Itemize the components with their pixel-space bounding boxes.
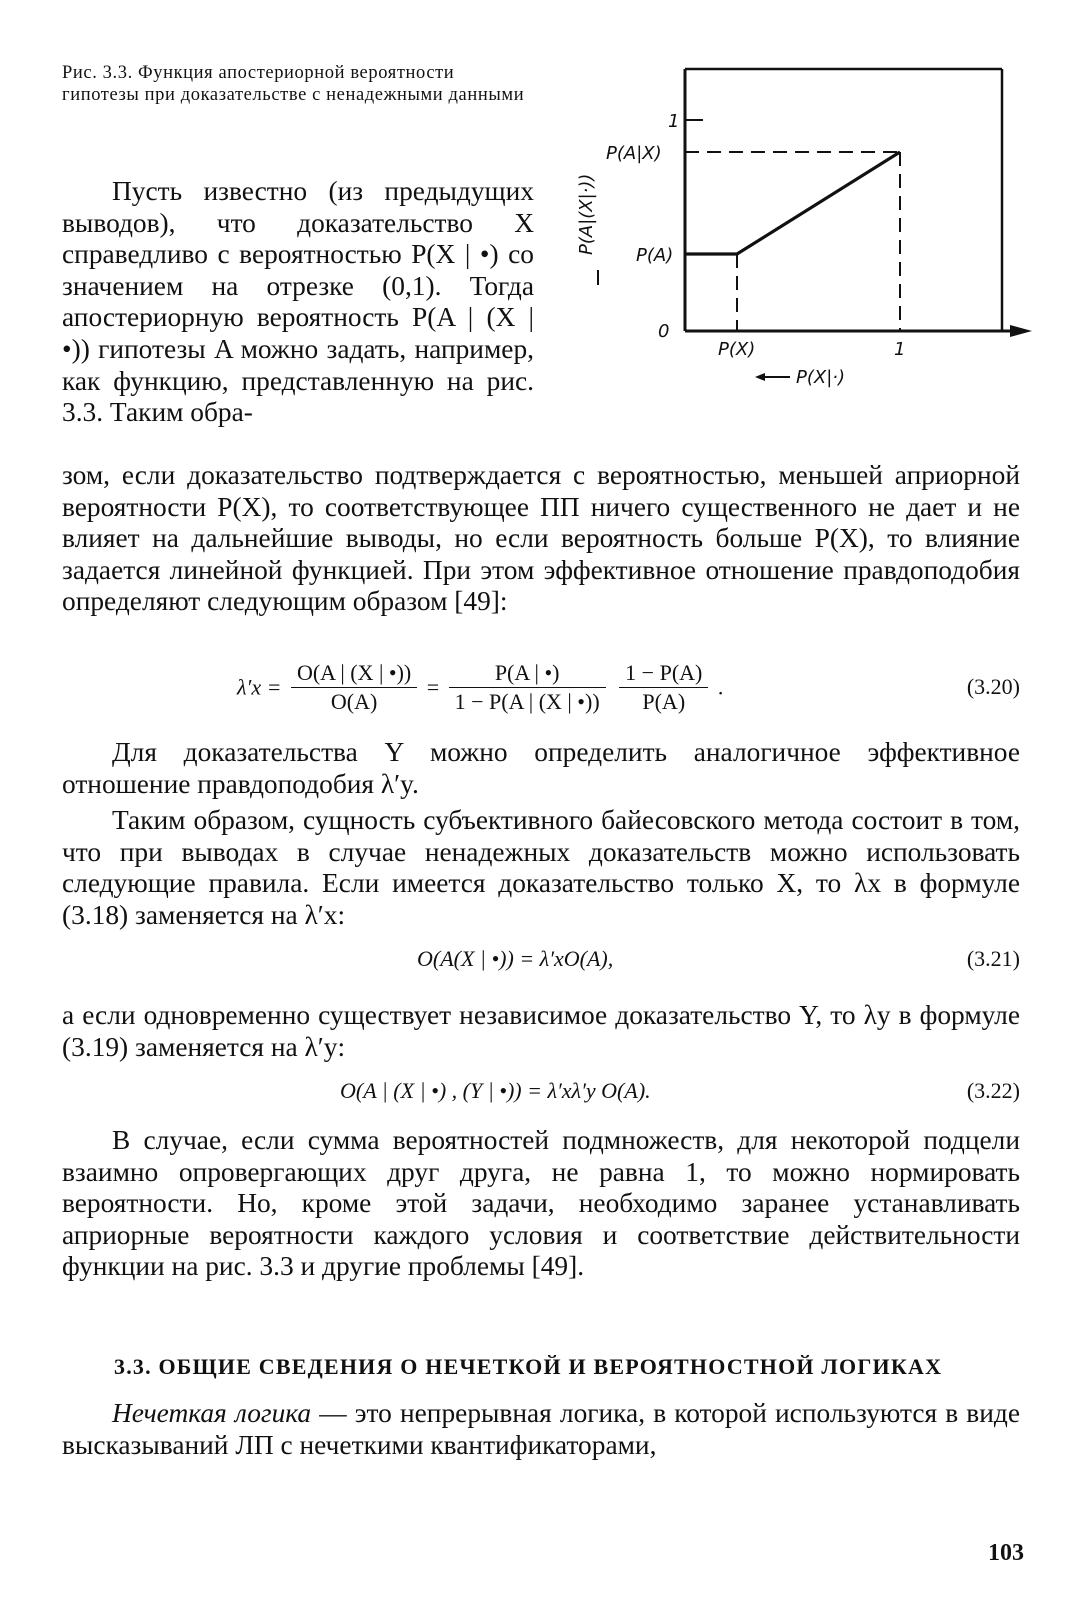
equation-3-22 xyxy=(62,1078,1020,1108)
figure-3-3 xyxy=(576,55,1050,405)
equation-3-21 xyxy=(62,946,1020,976)
eq20-number: (3.20) xyxy=(966,674,1020,699)
section-title: 3.3. ОБЩИЕ СВЕДЕНИЯ О НЕЧЕТКОЙ И ВЕРОЯТНОСТНОЙ ЛОГИКАХ xyxy=(114,1354,943,1379)
eq20-f3-denominator: P(A) xyxy=(642,689,686,714)
eq20-lhs: λ′x = xyxy=(237,674,282,700)
figure-caption: Рис. 3.3. Функция апостериорной вероятности гипотезы при доказательстве с ненадежными данными xyxy=(62,63,525,105)
y-label-pa: P(A) xyxy=(636,245,674,266)
paragraph-6-body: — это непрерывная логика, в которой используются в виде высказываний ЛП с нечеткими квантификаторами, xyxy=(62,1398,1020,1460)
paragraph-1-continued: зом, если доказательство подтверждается с вероятностью, меньшей априорной вероятности P(X), то соответствующее ПП ничего существенного не дает и не влияет на дальнейшие выводы, но если вероятность больше P(X), то влияние задается линейной функцией. При этом эффективное отношение правдоподобия определяют следующим образом [49]: xyxy=(62,460,1020,617)
x-axis-arrow-head xyxy=(755,373,765,381)
y-tick-one-label: 1 xyxy=(668,111,680,132)
equation-3-20 xyxy=(62,660,1020,720)
paragraph-2: Для доказательства Y можно определить аналогичное эффективное отношение правдоподобия λ′y. xyxy=(62,737,1020,799)
eq20-f1-numerator: O(A | (X | •)) xyxy=(291,660,417,688)
paragraph-4: а если одновременно существует независимое доказательство Y, то λy в формуле (3.19) заменяется на λ′y: xyxy=(62,1000,1020,1062)
eq21-number: (3.21) xyxy=(966,946,1020,971)
eq22-number: (3.22) xyxy=(966,1078,1020,1103)
x-tick-one-label: 1 xyxy=(894,339,906,360)
paragraph-3: Таким образом, сущность субъективного байесовского метода состоит в том, что при выводах в случае ненадежных доказательств можно использовать следующие правила. Если имеется доказательство только X, то λx в формуле (3.18) заменяется на λ′x: xyxy=(62,805,1020,930)
paragraph-1: Пусть известно (из предыдущих выводов), что доказательство X справедливо с вероятностью P(X | •) со значением на отрезке (0,1). Тогда апостериорную вероятность P(A | (X | •)) гипотезы A можно задать, например, как функцию, представленную на рис. 3.3. Таким обра- xyxy=(62,176,534,428)
eq20-f2-denominator: 1 − P(A | (X | •)) xyxy=(454,689,600,714)
eq22-body: O(A | (X | •) , (Y | •)) = λ′xλ′y O(A). xyxy=(340,1078,651,1103)
x-axis-label: P(X|·) xyxy=(796,367,846,388)
eq20-fraction-2 xyxy=(449,660,606,715)
paragraph-6 xyxy=(62,1398,1020,1461)
eq20-f1-denominator: O(A) xyxy=(330,689,378,714)
page-number: 103 xyxy=(988,1540,1024,1566)
eq21-body: O(A(X | •)) = λ′xO(A), xyxy=(417,946,614,971)
eq20-fraction-3 xyxy=(619,660,708,715)
eq20-f2-numerator: P(A | •) xyxy=(449,660,606,688)
posterior-function-line xyxy=(685,152,900,254)
posterior-probability-chart xyxy=(576,55,1050,405)
x-label-px: P(X) xyxy=(718,339,756,360)
paragraph-5: В случае, если сумма вероятностей подмножеств, для некоторой подцели взаимно опровергающих друг друга, не равна 1, то можно нормировать вероятности. Но, кроме этой задачи, необходимо заранее устанавливать априорные вероятности каждого условия и соответствие действительности функции на рис. 3.3 и другие проблемы [49]. xyxy=(62,1125,1020,1282)
y-label-pax: P(A|X) xyxy=(606,143,662,164)
eq20-period: . xyxy=(717,674,724,700)
eq20-equals: = xyxy=(426,674,440,700)
fuzzy-logic-term: Нечеткая логика xyxy=(112,1398,312,1428)
y-axis-label: P(A|(X|·)) xyxy=(576,173,597,255)
eq20-f3-numerator: 1 − P(A) xyxy=(619,660,708,688)
x-axis-arrowhead xyxy=(1010,325,1032,337)
eq20-fraction-1 xyxy=(291,660,417,715)
origin-label: 0 xyxy=(658,321,670,342)
